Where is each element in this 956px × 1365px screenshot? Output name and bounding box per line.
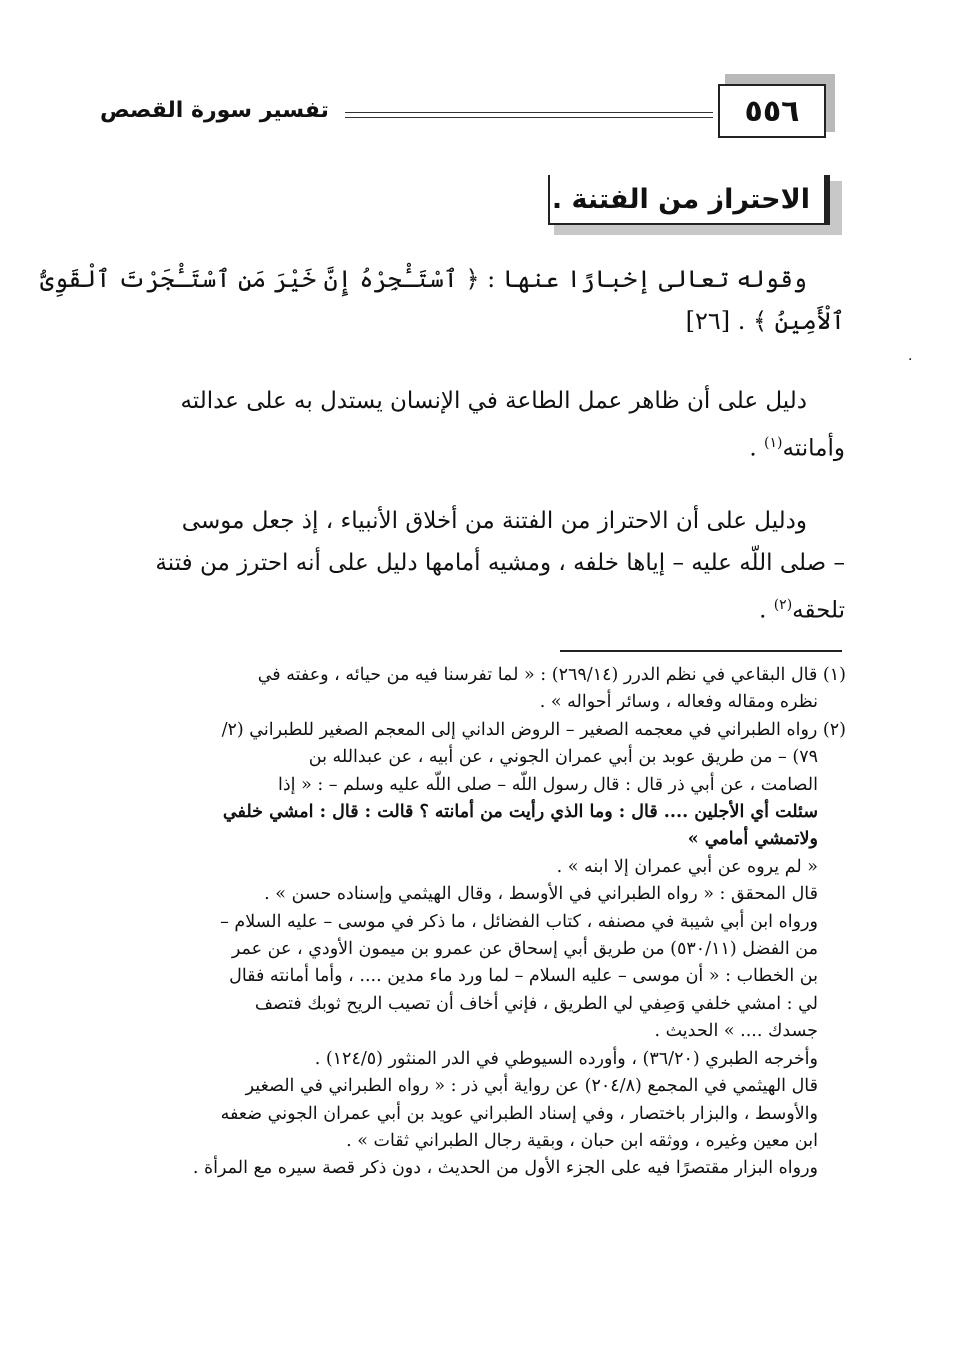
text-line: – صلى اللّه عليه – إياها خلفه ، ومشيه أمامها دليل على أنه احترز من فتنة — [155, 550, 845, 576]
footnote-line: من الفضل (٥٣٠/١١) من طريق أبي إسحاق عن عمرو بن ميمون الأودي ، عن عمر — [231, 939, 818, 960]
footnote-line: قال الهيثمي في المجمع (٢٠٤/٨) عن رواية أبي ذر : « رواه الطبراني في الصغير — [245, 1076, 818, 1097]
text-line: وقوله تعالى إخبارًا عنها : ﴿ ٱسْتَـْٔجِرْهُ إِنَّ خَيْرَ مَنِ ٱسْتَـْٔجَرْتَ ٱلْقَوِىُّ — [39, 265, 807, 293]
text-fragment: . — [759, 597, 774, 624]
footnote-line: ابن معين وغيره ، ووثقه ابن حبان ، وبقية رجال الطبراني ثقات » . — [346, 1130, 818, 1151]
footnote-line-bold: ولاتمشي أمامي » — [687, 829, 818, 850]
footnote-ref-1[interactable]: (١) — [764, 435, 783, 451]
footnote-line: ورواه ابن أبي شيبة في مصنفه ، كتاب الفضائل ، ما ذكر في موسى – عليه السلام – — [220, 911, 818, 932]
text-fragment: وأمانته — [782, 435, 845, 462]
paragraph-evidence-2 — [100, 500, 845, 632]
footnote-ref-2[interactable]: (٢) — [773, 597, 793, 613]
footnote-line-bold: سئلت أي الأجلين .... قال : وما الذي رأيت من أمانته ؟ قالت : قال : امشي خلفي — [222, 802, 818, 823]
text-line: ودليل على أن الاحتراز من الفتنة من أخلاق الأنبياء ، إذ جعل موسى — [181, 508, 807, 534]
footnote-line: وأخرجه الطبري (٣٦/٢٠) ، وأورده السيوطي في الدر المنثور (١٢٤/٥) . — [314, 1048, 818, 1069]
footnotes — [106, 662, 846, 1183]
footnote-line: الصامت ، عن أبي ذر قال : قال رسول اللّه – صلى اللّه عليه وسلم – : « إذا — [277, 774, 818, 795]
section-heading-box — [548, 175, 842, 235]
paragraph-quran-verse — [39, 258, 845, 342]
text-line: ٱلْأَمِينُ ﴾ . [٢٦] — [685, 307, 845, 335]
page-number: ٥٥٦ — [718, 84, 826, 138]
footnote-line: ورواه البزار مقتصرًا فيه على الجزء الأول من الحديث ، دون ذكر قصة سيره مع المرأة . — [192, 1158, 818, 1179]
text-line — [100, 422, 845, 470]
header-rule — [345, 112, 713, 113]
footnote-line: (٢) رواه الطبراني في معجمه الصغير – الروض الداني إلى المعجم الصغير للطبراني (٢/ — [221, 719, 846, 740]
footnote-line: « لم يروه عن أبي عمران إلا ابنه » . — [556, 856, 818, 877]
text-fragment: تلحقه — [792, 597, 845, 624]
footnote-line: جسدك .... » الحديث . — [654, 1021, 818, 1042]
footnote-line: (١) قال البقاعي في نظم الدرر (٢٦٩/١٤) : « لما تفرسنا فيه من حيائه ، وعفته في — [257, 665, 846, 685]
footnote-separator — [560, 650, 842, 652]
section-heading: الاحتراز من الفتنة . — [548, 175, 830, 225]
footnote-line: بن الخطاب : « أن موسى – عليه السلام – لما ورد ماء مدين .... ، وأما أمانته فقال — [229, 966, 818, 987]
footnote-line: قال المحقق : « رواه الطبراني في الأوسط ، وقال الهيثمي وإسناده حسن » . — [264, 884, 818, 905]
text-fragment: . — [749, 435, 765, 462]
header-rule — [345, 117, 713, 118]
margin-dot: · — [908, 352, 913, 368]
text-line — [100, 584, 845, 632]
footnote-line: نظره ومقاله وفعاله ، وسائر أحواله » . — [539, 692, 818, 713]
footnote-line: لي : امشي خلفي وَصِفي لي الطريق ، فإني أخاف أن تصيب الريح ثوبك فتصف — [254, 993, 818, 1014]
paragraph-evidence-1 — [100, 380, 845, 470]
page-header — [100, 74, 835, 146]
footnote-line: والأوسط ، والبزار باختصار ، وفي إسناد الطبراني عويد بن أبي عمران الجوني ضعفه — [220, 1103, 818, 1124]
text-line: دليل على أن ظاهر عمل الطاعة في الإنسان يستدل به على عدالته — [180, 388, 807, 414]
running-title: تفسير سورة القصص — [100, 98, 329, 123]
footnote-line: ٧٩) – من طريق عوبد بن أبي عمران الجوني ، عن أبيه ، عن عبدالله بن — [308, 747, 818, 768]
